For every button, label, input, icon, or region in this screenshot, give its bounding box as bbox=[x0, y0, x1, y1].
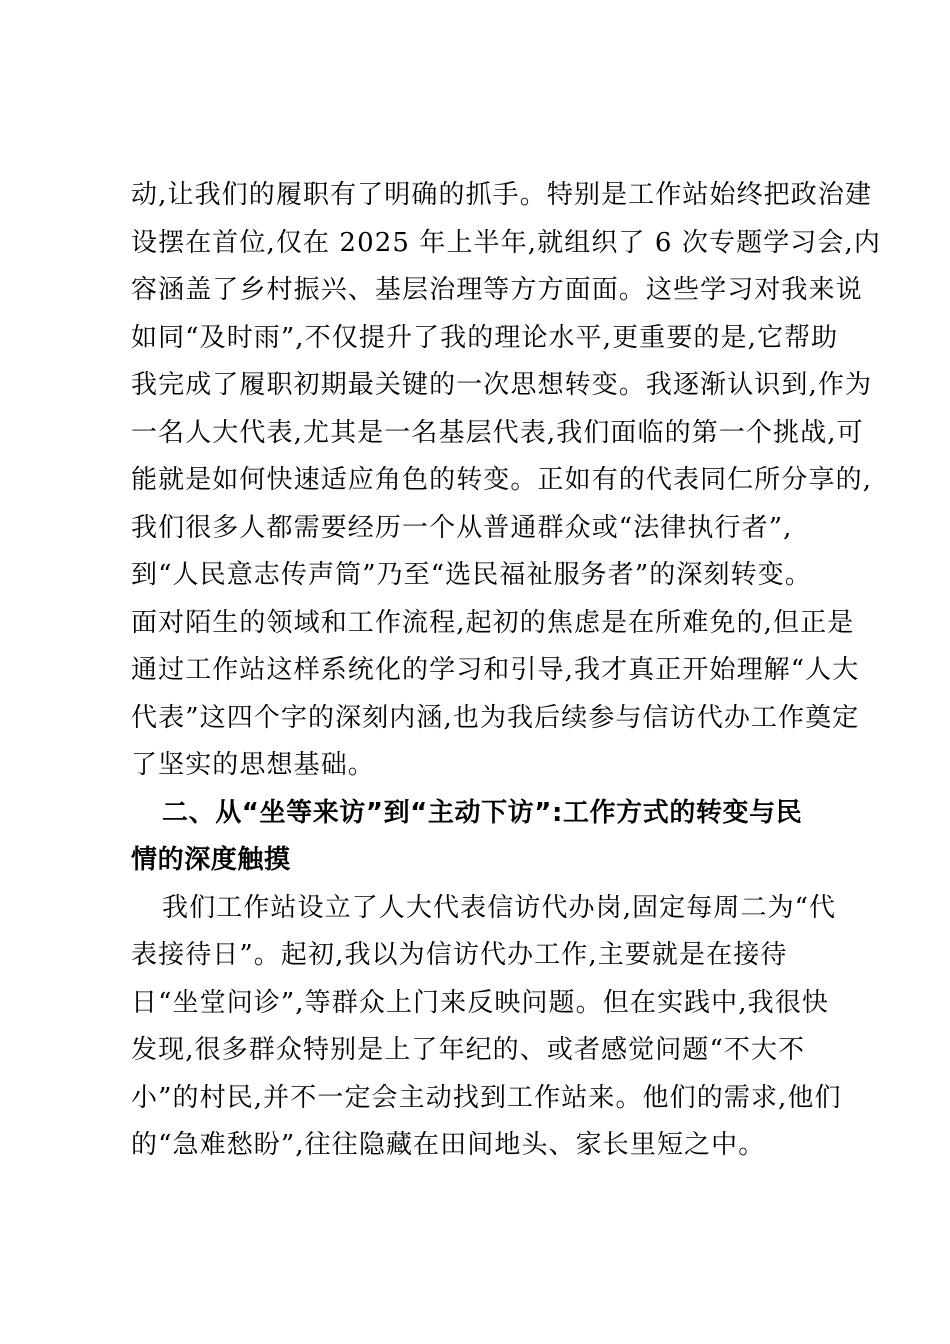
paragraph-line: 面对陌生的领域和工作流程,起初的焦虑是在所难免的,但正是 bbox=[131, 608, 855, 638]
paragraph-line: 容涵盖了乡村振兴、基层治理等方方面面。这些学习对我来说 bbox=[131, 275, 863, 305]
paragraph-line: 我完成了履职初期最关键的一次思想转变。我逐渐认识到,作为 bbox=[131, 370, 873, 400]
paragraph-line: 如同“及时雨”,不仅提升了我的理论水平,更重要的是,它帮助 bbox=[131, 323, 839, 353]
paragraph-line: 发现,很多群众特别是上了年纪的、或者感觉问题“不大不 bbox=[131, 1035, 806, 1065]
paragraph-line: 小”的村民,并不一定会主动找到工作站来。他们的需求,他们 bbox=[131, 1083, 842, 1113]
paragraph-line: 动,让我们的履职有了明确的抓手。特别是工作站始终把政治建 bbox=[131, 180, 873, 210]
paragraph-line: 我们工作站设立了人大代表信访代办岗,固定每周二为“代 bbox=[162, 893, 837, 923]
section-heading: 情的深度触摸 bbox=[131, 845, 291, 875]
paragraph-line: 代表”这四个字的深刻内涵,也为我后续参与信访代办工作奠定 bbox=[131, 703, 860, 733]
paragraph-line: 的“急难愁盼”,往往隐藏在田间地头、家长里短之中。 bbox=[131, 1130, 766, 1160]
paragraph-line: 能就是如何快速适应角色的转变。正如有的代表同仁所分享的, bbox=[131, 465, 873, 495]
paragraph-line: 通过工作站这样系统化的学习和引导,我才真正开始理解“人大 bbox=[131, 655, 860, 685]
paragraph-line: 表接待日”。起初,我以为信访代办工作,主要就是在接待 bbox=[131, 940, 788, 970]
paragraph-line: 到“人民意志传声筒”乃至“选民福祉服务者”的深刻转变。 bbox=[131, 560, 812, 590]
paragraph-line: 一名人大代表,尤其是一名基层代表,我们面临的第一个挑战,可 bbox=[131, 418, 864, 448]
paragraph-line: 设摆在首位,仅在 2025 年上半年,就组织了 6 次专题学习会,内 bbox=[131, 228, 881, 258]
section-heading: 二、从“坐等来访”到“主动下访”:工作方式的转变与民 bbox=[162, 798, 803, 828]
paragraph-line: 我们很多人都需要经历一个从普通群众或“法律执行者”, bbox=[131, 513, 793, 543]
paragraph-line: 日“坐堂问诊”,等群众上门来反映问题。但在实践中,我很快 bbox=[131, 988, 829, 1018]
paragraph-line: 了坚实的思想基础。 bbox=[131, 750, 375, 780]
